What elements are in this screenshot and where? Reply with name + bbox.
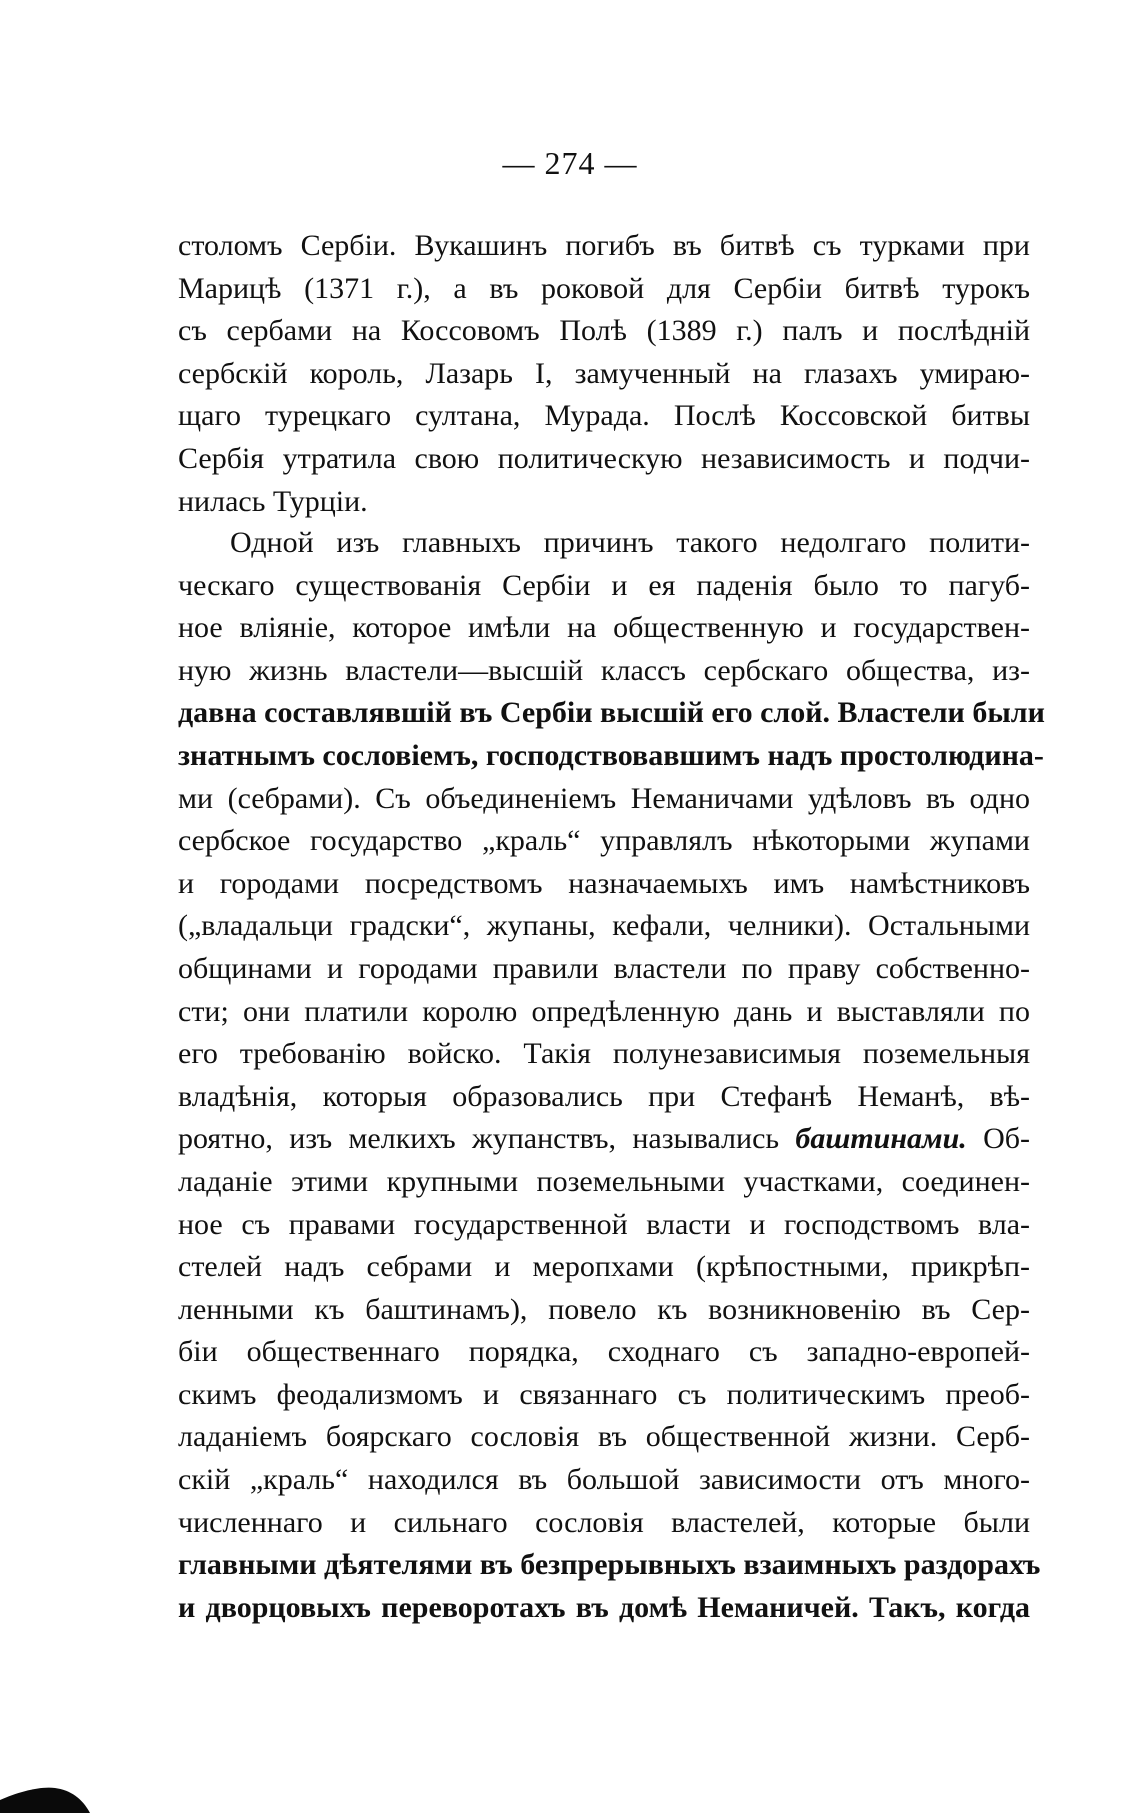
text-line: сербское государство „краль“ управлялъ нѣкоторыми жупами — [178, 824, 1030, 858]
text-line: біи общественнаго порядка, сходнаго съ западно-европей- — [178, 1335, 1030, 1369]
text-line: и городами посредствомъ назначаемыхъ имъ намѣстниковъ — [178, 866, 1030, 900]
text-line: владѣнія, которыя образовались при Стефанѣ Неманѣ, вѣ- — [178, 1079, 1030, 1113]
text-line: численнаго и сильнаго сословія властелей, которые были — [178, 1505, 1030, 1539]
text-line: нилась Турціи. — [178, 484, 368, 518]
text-line: Одной изъ главныхъ причинъ такого недолгаго полити- — [230, 526, 1030, 559]
text-line: ческаго существованія Сербіи и ея паденія было то пагуб- — [178, 568, 1030, 602]
text-line: ную жизнь властели—высшій классъ сербскаго общества, из- — [178, 653, 1030, 687]
text-line: съ сербами на Коссовомъ Полѣ (1389 г.) палъ и послѣдній — [178, 314, 1030, 348]
paragraph-2 — [178, 522, 1045, 1629]
text-line: ное съ правами государственной власти и господствомъ вла- — [178, 1207, 1030, 1241]
text-line: Сербія утратила свою политическую независимость и подчи- — [178, 441, 1030, 475]
text-line: и дворцовыхъ переворотахъ въ домѣ Неманичей. Такъ, когда — [178, 1590, 1030, 1624]
text-line: скій „краль“ находился въ большой зависимости отъ много- — [178, 1463, 1030, 1497]
text-line: главными дѣятелями въ безпрерывныхъ взаимныхъ раздорахъ — [178, 1548, 1041, 1582]
paragraph-1 — [178, 225, 1030, 523]
text-line: ми (себрами). Съ объединеніемъ Неманичами удѣловъ въ одно — [178, 781, 1030, 815]
text-line: его требованію войско. Такія полунезависимыя поземельныя — [178, 1037, 1030, 1071]
text-line: сербскій король, Лазарь I, замученный на глазахъ умираю- — [178, 356, 1030, 390]
text-line: ладаніемъ боярскаго сословія въ общественной жизни. Серб- — [178, 1420, 1030, 1454]
page-number: — 274 — — [502, 145, 638, 181]
text-line: ленными къ баштинамъ), повело къ возникновенію въ Сер- — [178, 1292, 1030, 1326]
text-line: щаго турецкаго султана, Мурада. Послѣ Коссовской битвы — [178, 399, 1030, 433]
text-line: давна составлявшій въ Сербіи высшій его слой. Властели были — [178, 696, 1045, 730]
text-line-end: Об- — [983, 1122, 1030, 1156]
text-line: („владальци градски“, жупаны, кефали, челники). Остальными — [178, 909, 1030, 943]
text-line: скимъ феодализмомъ и связаннаго съ политическимъ преоб- — [178, 1377, 1030, 1411]
text-line: ное вліяніе, которое имѣли на общественную и государствен- — [178, 611, 1030, 645]
ink-blot-mark — [0, 1762, 90, 1813]
text-line: Марицѣ (1371 г.), а въ роковой для Сербіи битвѣ турокъ — [178, 271, 1030, 305]
text-line: столомъ Сербіи. Вукашинъ погибъ въ битвѣ съ турками при — [178, 229, 1030, 262]
text-line: ладаніе этими крупными поземельными участками, соединен- — [178, 1164, 1030, 1198]
text-line-start: роятно, изъ мелкихъ жупанствъ, назывались — [178, 1122, 780, 1156]
text-line: сти; они платили королю опредѣленную дань и выставляли по — [178, 994, 1030, 1028]
text-line: знатнымъ сословіемъ, господствовавшимъ надъ простолюдина- — [178, 738, 1044, 772]
text-line: общинами и городами правили властели по праву собственно- — [178, 951, 1030, 985]
italic-term: баштинами. — [795, 1122, 967, 1156]
text-line: стелей надъ себрами и меропхами (крѣпостными, прикрѣп- — [178, 1250, 1030, 1284]
text-line-with-term — [178, 1118, 1030, 1161]
